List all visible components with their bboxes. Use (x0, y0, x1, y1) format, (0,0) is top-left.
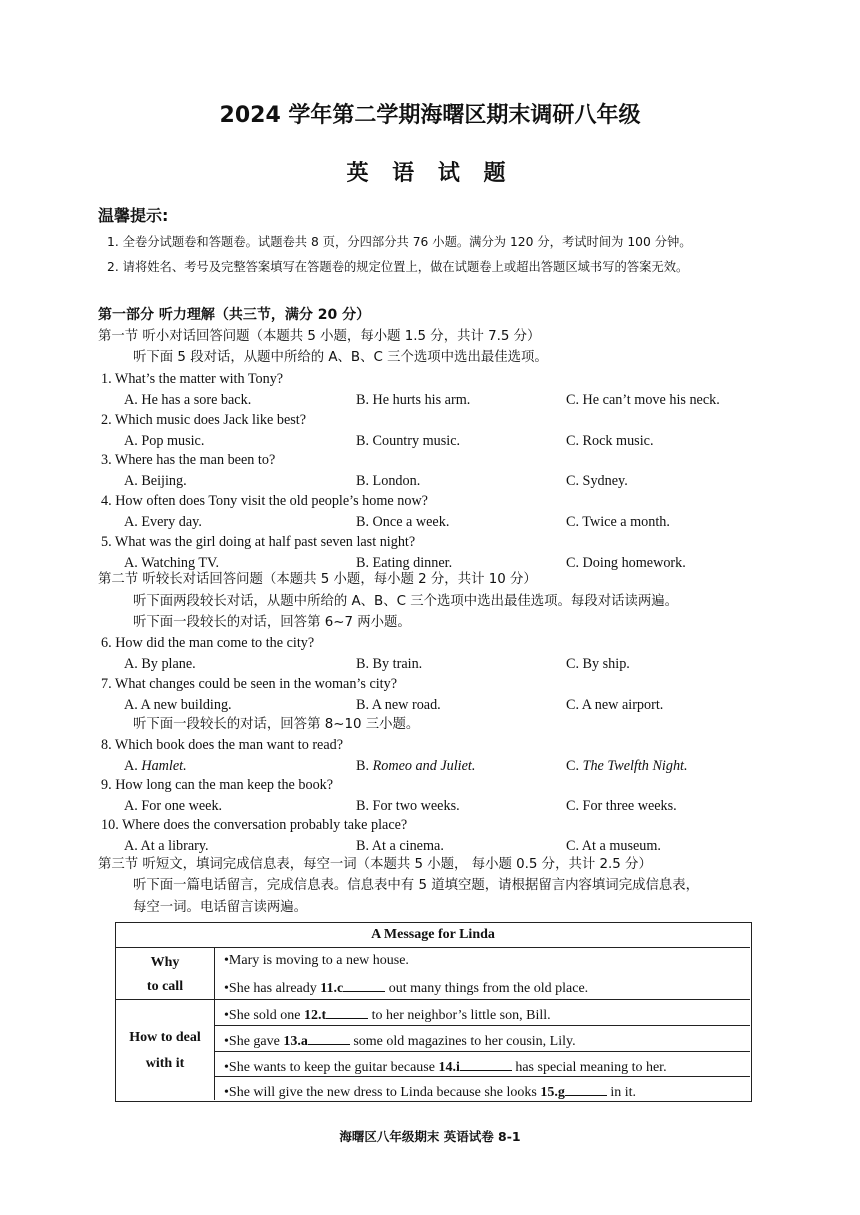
notice-item-2: 2. 请将姓名、考号及完整答案填写在答题卷的规定位置上，做在试题卷上或超出答题区域书写的答案无效。 (107, 260, 689, 274)
how-label-2: with it (145, 1056, 185, 1071)
option-9-b: B. For two weeks. (356, 798, 460, 814)
option-2-a: A. Pop music. (124, 433, 205, 449)
section3-instruction-1: 听下面一篇电话留言，完成信息表。信息表中有 5 道填空题，请根据留言内容填词完成信息表， (133, 878, 700, 893)
section1-instruction: 听下面 5 段对话，从题中所给的 A、B、C 三个选项中选出最佳选项。 (133, 350, 548, 365)
section2-instruction: 听下面两段较长对话，从题中所给的 A、B、C 三个选项中选出最佳选项。每段对话读两遍。 (133, 594, 679, 609)
question-6: 6. How did the man come to the city? (101, 635, 315, 651)
question-9: 9. How long can the man keep the book? (101, 777, 334, 793)
table-row-1: •Mary is moving to a new house. (224, 953, 409, 968)
answer-blank[interactable] (565, 1082, 607, 1096)
question-4: 4. How often does Tony visit the old people’s home now? (101, 493, 428, 509)
how-label: How to deal (129, 1030, 201, 1045)
option-8-a: A. Hamlet. (124, 758, 187, 774)
option-5-b: B. Eating dinner. (356, 555, 453, 571)
option-6-a: A. By plane. (124, 656, 196, 672)
notice-heading: 温馨提示: (98, 206, 169, 225)
option-3-a: A. Beijing. (124, 473, 187, 489)
question-3: 3. Where has the man been to? (101, 452, 276, 468)
page-footer: 海曙区八年级期末 英语试卷 8-1 (339, 1129, 521, 1144)
answer-blank[interactable] (460, 1057, 512, 1071)
option-8-b: B. Romeo and Juliet. (356, 758, 476, 774)
option-4-a: A. Every day. (124, 514, 202, 530)
section1-heading: 第一节 听小对话回答问题（本题共 5 小题，每小题 1.5 分，共计 7.5 分） (98, 329, 541, 344)
option-1-c: C. He can’t move his neck. (566, 392, 720, 408)
table-row-2: •She has already 11.c out many things from the old place. (224, 978, 588, 997)
option-9-c: C. For three weeks. (566, 798, 677, 814)
option-10-a: A. At a library. (124, 838, 209, 854)
why-label: Why (150, 955, 180, 970)
notice-item-1: 1. 全卷分试题卷和答题卷。试题卷共 8 页，分四部分共 76 小题。满分为 120 分，考试时间为 100 分钟。 (107, 235, 692, 249)
section3-instruction-2: 每空一词。电话留言读两遍。 (133, 900, 308, 915)
part1-heading: 第一部分 听力理解（共三节，满分 20 分） (98, 307, 371, 323)
question-10: 10. Where does the conversation probably take place? (101, 817, 408, 833)
option-3-b: B. London. (356, 473, 421, 489)
option-7-a: A. A new building. (124, 697, 232, 713)
why-label-2: to call (146, 979, 184, 994)
table-row-3: •She sold one 12.t to her neighbor’s little son, Bill. (224, 1005, 551, 1024)
table-row-6: •She will give the new dress to Linda because she looks 15.g in it. (224, 1082, 636, 1101)
option-7-b: B. A new road. (356, 697, 441, 713)
option-3-c: C. Sydney. (566, 473, 628, 489)
option-4-c: C. Twice a month. (566, 514, 670, 530)
option-8-c: C. The Twelfth Night. (566, 758, 688, 774)
question-8: 8. Which book does the man want to read? (101, 737, 344, 753)
exam-title: 2024 学年第二学期海曙区期末调研八年级 (219, 103, 641, 128)
section2-heading: 第二节 听较长对话回答问题（本题共 5 小题，每小题 2 分，共计 10 分） (98, 572, 537, 587)
answer-blank[interactable] (308, 1031, 350, 1045)
message-table (115, 922, 752, 1102)
option-6-c: C. By ship. (566, 656, 630, 672)
question-5: 5. What was the girl doing at half past seven last night? (101, 534, 416, 550)
section2-sub1: 听下面一段较长的对话，回答第 6~7 两小题。 (133, 615, 411, 630)
question-2: 2. Which music does Jack like best? (101, 412, 307, 428)
answer-blank[interactable] (326, 1005, 368, 1019)
option-5-c: C. Doing homework. (566, 555, 686, 571)
option-2-b: B. Country music. (356, 433, 461, 449)
option-10-b: B. At a cinema. (356, 838, 444, 854)
section2-sub2: 听下面一段较长的对话，回答第 8~10 三小题。 (133, 717, 420, 732)
option-4-b: B. Once a week. (356, 514, 450, 530)
option-5-a: A. Watching TV. (124, 555, 220, 571)
section3-heading: 第三节 听短文，填词完成信息表，每空一词（本题共 5 小题， 每小题 0.5 分，共计 2.5 分） (98, 857, 652, 872)
option-2-c: C. Rock music. (566, 433, 654, 449)
option-1-b: B. He hurts his arm. (356, 392, 471, 408)
table-title: A Message for Linda (371, 927, 495, 942)
question-7: 7. What changes could be seen in the woman’s city? (101, 676, 398, 692)
option-7-c: C. A new airport. (566, 697, 664, 713)
table-row-5: •She wants to keep the guitar because 14.i has special meaning to her. (224, 1057, 667, 1076)
option-10-c: C. At a museum. (566, 838, 661, 854)
option-9-a: A. For one week. (124, 798, 223, 814)
option-6-b: B. By train. (356, 656, 423, 672)
exam-subject: 英 语 试 题 (346, 161, 514, 186)
question-1: 1. What’s the matter with Tony? (101, 371, 284, 387)
answer-blank[interactable] (343, 978, 385, 992)
table-row-4: •She gave 13.a some old magazines to her cousin, Lily. (224, 1031, 576, 1050)
option-1-a: A. He has a sore back. (124, 392, 252, 408)
